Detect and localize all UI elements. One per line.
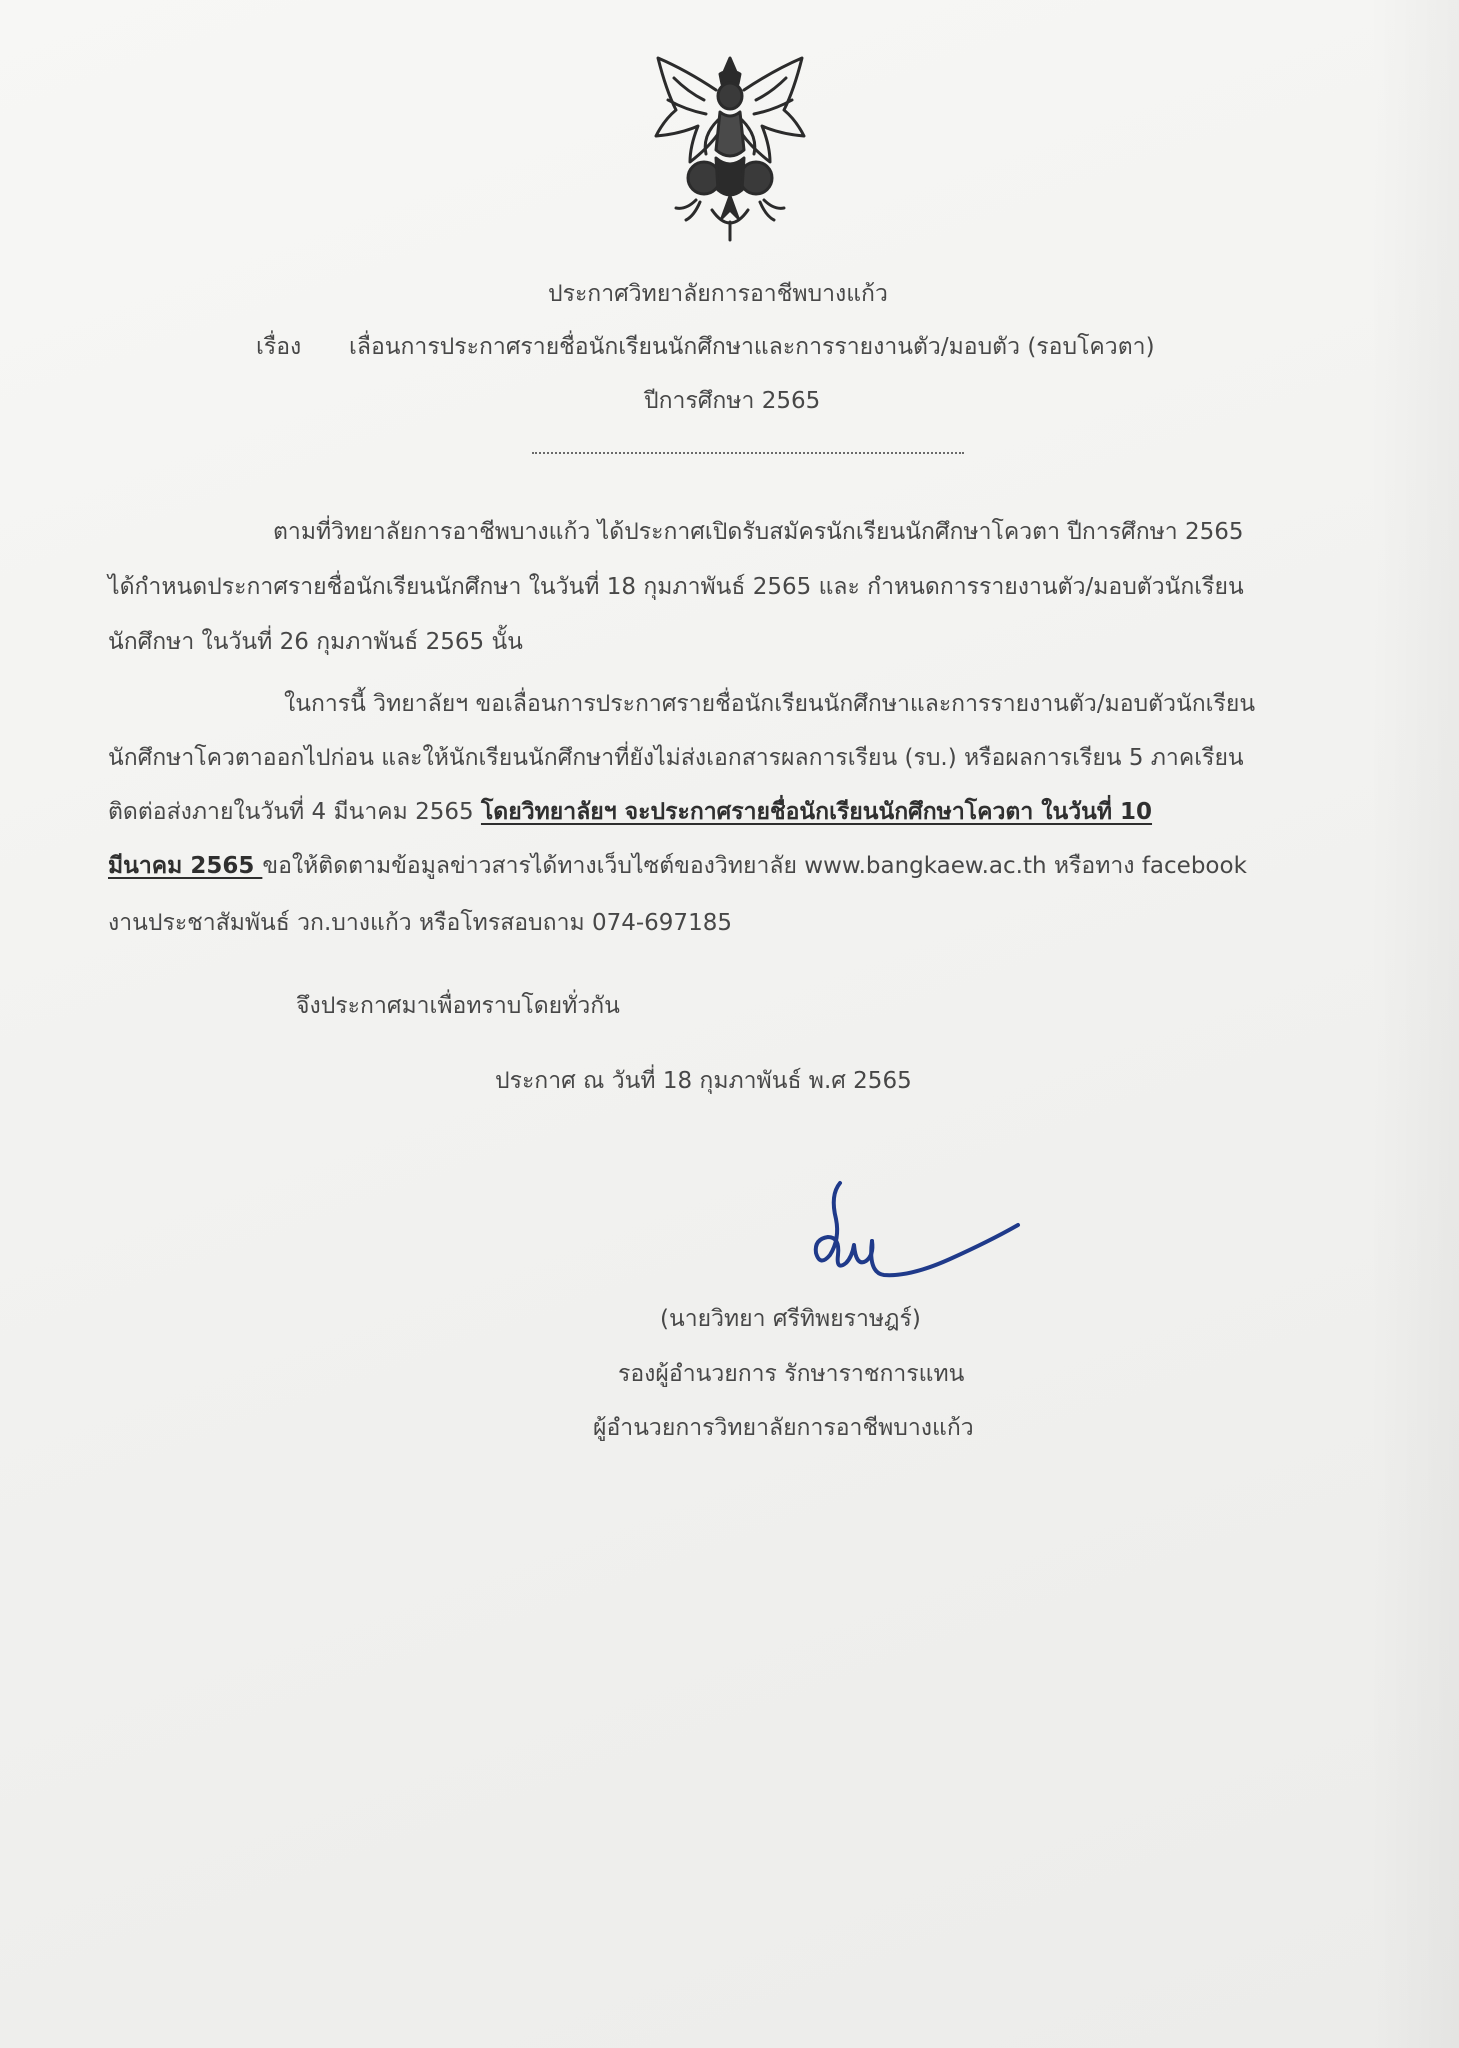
paper-edge-shadow bbox=[1369, 0, 1459, 2048]
signatory-position-line2: ผู้อำนวยการวิทยาลัยการอาชีพบางแก้ว bbox=[593, 1415, 974, 1441]
paragraph2-line5: งานประชาสัมพันธ์ วก.บางแก้ว หรือโทรสอบถาม 074-697185 bbox=[108, 910, 732, 936]
announcement-title: ประกาศวิทยาลัยการอาชีพบางแก้ว bbox=[548, 281, 888, 307]
signatory-name: (นายวิทยา ศรีทิพยราษฎร์) bbox=[660, 1306, 921, 1332]
closing-line: จึงประกาศมาเพื่อทราบโดยทั่วกัน bbox=[296, 993, 620, 1019]
paragraph1-line1: ตามที่วิทยาลัยการอาชีพบางแก้ว ได้ประกาศเปิดรับสมัครนักเรียนนักศึกษาโควตา ปีการศึกษา 2565 bbox=[273, 519, 1244, 545]
paragraph1-line3: นักศึกษา ในวันที่ 26 กุมภาพันธ์ 2565 นั้น bbox=[108, 629, 523, 655]
handwritten-signature bbox=[800, 1175, 1030, 1290]
dotted-divider bbox=[532, 452, 964, 454]
paragraph2-line2: นักศึกษาโควตาออกไปก่อน และให้นักเรียนนักศึกษาที่ยังไม่ส่งเอกสารผลการเรียน (รบ.) หรือผลการเรียน 5 ภาคเรียน bbox=[108, 745, 1244, 771]
announcement-date-line: ประกาศ ณ วันที่ 18 กุมภาพันธ์ พ.ศ 2565 bbox=[495, 1068, 912, 1094]
subject-text: เลื่อนการประกาศรายชื่อนักเรียนนักศึกษาและการรายงานตัว/มอบตัว (รอบโควตา) bbox=[349, 334, 1155, 360]
signatory-position-line1: รองผู้อำนวยการ รักษาราชการแทน bbox=[618, 1361, 965, 1387]
paragraph2-line3 bbox=[108, 796, 1152, 828]
paragraph2-line3-plain: ติดต่อส่งภายในวันที่ 4 มีนาคม 2565 bbox=[108, 799, 481, 825]
paragraph2-line4-emphasis: มีนาคม 2565 bbox=[108, 853, 263, 879]
paragraph1-line2: ได้กำหนดประกาศรายชื่อนักเรียนนักศึกษา ในวันที่ 18 กุมภาพันธ์ 2565 และ กำหนดการรายงานตัว/มอบตัวนักเรียน bbox=[108, 574, 1244, 600]
paragraph2-line4-plain: ขอให้ติดตามข้อมูลข่าวสารได้ทางเว็บไซต์ของวิทยาลัย www.bangkaew.ac.th หรือทาง facebook bbox=[262, 853, 1247, 879]
paragraph2-line1: ในการนี้ วิทยาลัยฯ ขอเลื่อนการประกาศรายชื่อนักเรียนนักศึกษาและการรายงานตัว/มอบตัวนักเรียน bbox=[284, 691, 1256, 717]
paragraph2-line3-emphasis: โดยวิทยาลัยฯ จะประกาศรายชื่อนักเรียนนักศึกษาโควตา ในวันที่ 10 bbox=[480, 799, 1153, 825]
academic-year-line: ปีการศึกษา 2565 bbox=[644, 388, 821, 414]
garuda-emblem-icon bbox=[646, 50, 814, 246]
paragraph2-line4 bbox=[108, 850, 1247, 882]
subject-label: เรื่อง bbox=[256, 334, 302, 360]
